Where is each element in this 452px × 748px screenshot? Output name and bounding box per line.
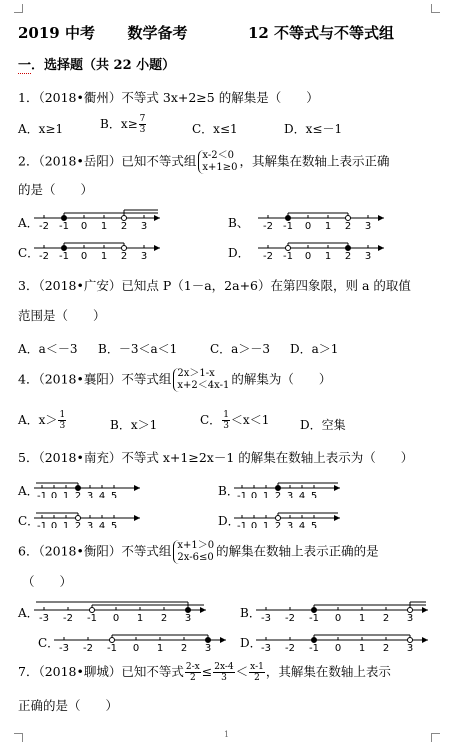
tick-label: 2 [120,221,128,232]
q2-number-line-a [34,200,164,232]
question-3: 3．（2018•广安）已知点 P（1－a，2a+6）在第四象限，则 a 的取值 [18,278,411,293]
question-2-cont: 的是（ ） [18,182,94,197]
tick-label: 1 [62,491,70,498]
tick-label: 1 [358,643,366,654]
q2-number-line-c [34,230,164,262]
tick-label: 0 [250,521,258,528]
q5-label-a: A． [18,484,39,498]
tick-label: 0 [80,251,88,262]
solid-point [276,486,281,491]
question-7-cont: 正确的是（ ） [18,698,119,713]
q6-label-a: A． [18,606,39,620]
tick-label: 0 [50,491,58,498]
tick-label: -1 [37,491,47,498]
tick-label: 5 [310,521,318,528]
tick-label: -2 [63,613,73,624]
title-topic: 12 不等式与不等式组 [247,24,395,42]
tick-label: -1 [87,613,97,624]
tick-label: 5 [110,491,118,498]
tick-label: 2 [120,251,128,262]
q4-option-b: B．x＞1 [110,418,158,432]
tick-label: 1 [156,643,164,654]
question-6-cont: （ ） [22,574,73,589]
q6-number-line-b [256,592,431,624]
q6-label-c: C． [38,636,60,650]
tick-label: -1 [309,613,319,624]
crop-mark-top-left [14,4,23,13]
solid-point [186,608,191,613]
tick-label: -2 [83,643,93,654]
tick-label: -2 [39,221,49,232]
tick-label: 0 [304,221,312,232]
q5-label-c: C． [18,514,40,528]
question-1: 1．（2018•衢州）不等式 3x+2≥5 的解集是（ ） [18,90,319,105]
tick-label: 1 [324,251,332,262]
q5-label-d: D． [218,514,240,528]
question-7: 7．（2018•聊城）已知不等式 $\frac{2-x}{2}$ ≤ $\frac{2x-4}{3}$ ＜ $\frac{x-1}{2}$ ，其解集在数轴上表示 [18,662,391,683]
tick-label: 2 [274,521,282,528]
q5-number-line-a [34,470,144,498]
q5-number-line-b [234,470,344,498]
axis-arrow [334,485,340,491]
q2-label-a: A． [18,216,39,230]
crop-mark-bottom-right [431,733,440,742]
section-title: ．选择题（共 22 小题） [31,58,176,73]
q2-label-d: D． [228,246,250,260]
q3-option-d: D．a＞1 [290,342,339,356]
tick-label: 2 [382,613,390,624]
tick-label: -3 [261,613,271,624]
open-point [408,638,413,643]
axis-arrow [154,245,160,251]
q6-number-line-a [34,592,209,624]
q2-inequality-system: x-2＜0 x+1≥0 [198,150,237,174]
tick-label: 2 [344,221,352,232]
question-3-cont: 范围是（ ） [18,308,106,323]
axis-arrow [422,637,428,643]
q1-option-a: A．x≥1 [18,122,64,136]
tick-label: -1 [37,521,47,528]
tick-label: -2 [285,613,295,624]
tick-label: 3 [364,221,372,232]
tick-label: 0 [304,251,312,262]
tick-label: 3 [140,221,148,232]
tick-label: -1 [59,221,69,232]
tick-label: 1 [100,251,108,262]
tick-label: -1 [283,251,293,262]
axis-arrow [154,215,160,221]
axis-arrow [378,215,384,221]
solid-point [76,486,81,491]
q2-label-b: B、 [228,216,249,230]
axis-arrow [220,637,226,643]
tick-label: 3 [204,643,212,654]
tick-label: 0 [132,643,140,654]
solid-point [312,638,317,643]
tick-label: 4 [98,521,106,528]
axis-arrow [200,607,206,613]
open-point [408,608,413,613]
tick-label: 0 [80,221,88,232]
tick-label: 2 [74,521,82,528]
tick-label: 1 [262,491,270,498]
solid-point [346,246,351,251]
tick-label: 3 [286,491,294,498]
tick-label: 2 [382,643,390,654]
tick-label: -2 [263,251,273,262]
tick-label: -2 [263,221,273,232]
title-year-exam: 2019 中考 [18,24,95,42]
tick-label: 2 [274,491,282,498]
tick-label: 3 [184,613,192,624]
tick-label: 4 [98,491,106,498]
question-5: 5．（2018•南充）不等式 x+1≥2x－1 的解集在数轴上表示为（ ） [18,450,414,465]
tick-label: 0 [334,643,342,654]
q6-number-line-d [256,622,431,654]
q1-option-b: B．x≥ $\frac{7}{3}$ [100,114,146,135]
solid-point [206,638,211,643]
q4-option-c: C． $\frac{1}{3}$ ＜x＜1 [200,410,270,431]
tick-label: -1 [107,643,117,654]
solid-point [62,216,67,221]
tick-label: -1 [309,643,319,654]
tick-label: 2 [344,251,352,262]
open-point [76,516,81,521]
tick-label: 3 [364,251,372,262]
q6-inequality-system: x+1＞0 2x-6≤0 [173,540,214,564]
tick-label: 3 [406,643,414,654]
axis-arrow [422,607,428,613]
q3-option-a: A．a＜－3 [18,342,78,356]
open-point [110,638,115,643]
tick-label: 1 [358,613,366,624]
q6-label-d: D． [240,636,262,650]
open-point [122,216,127,221]
axis-arrow [334,515,340,521]
open-point [276,516,281,521]
q5-number-line-d [234,500,344,528]
tick-label: -1 [59,251,69,262]
solid-point [312,608,317,613]
tick-label: -2 [285,643,295,654]
axis-arrow [378,245,384,251]
tick-label: 3 [86,521,94,528]
tick-label: 0 [112,613,120,624]
tick-label: 3 [286,521,294,528]
crop-mark-top-right [431,4,440,13]
q5-label-b: B． [218,484,239,498]
document-title [18,22,394,43]
open-point [286,246,291,251]
q5-number-line-c [34,500,144,528]
tick-label: 5 [310,491,318,498]
axis-arrow [134,515,140,521]
tick-label: 2 [180,643,188,654]
solid-point [286,216,291,221]
tick-label: 3 [140,251,148,262]
title-subject: 数学备考 [127,24,188,42]
tick-label: 0 [250,491,258,498]
tick-label: -1 [237,521,247,528]
q2-number-line-b [258,200,388,232]
section-heading [18,54,175,73]
tick-label: -1 [237,491,247,498]
tick-label: -3 [39,613,49,624]
tick-label: 0 [50,521,58,528]
q4-inequality-system: 2x＞1-x x+2＜4x-1 [173,368,229,392]
page-number: 1 [224,730,230,739]
axis-arrow [134,485,140,491]
q6-label-b: B． [240,606,261,620]
tick-label: 4 [298,491,306,498]
q4-option-a: A．x＞ $\frac{1}{3}$ [18,410,66,431]
crop-mark-bottom-left [14,733,23,742]
tick-label: 4 [298,521,306,528]
tick-label: 1 [62,521,70,528]
tick-label: 2 [160,613,168,624]
open-point [90,608,95,613]
tick-label: -3 [261,643,271,654]
question-6: 6．（2018•衡阳）不等式组 x+1＞0 2x-6≤0 的解集在数轴上表示正确的是 [18,540,379,563]
solid-point [62,246,67,251]
tick-label: 3 [86,491,94,498]
tick-label: 5 [110,521,118,528]
q2-label-c: C． [18,246,40,260]
q1-option-c: C．x≤1 [192,122,238,136]
tick-label: 1 [262,521,270,528]
q3-option-b: B．－3＜a＜1 [98,342,178,356]
q3-option-c: C．a＞－3 [210,342,270,356]
q6-number-line-c [54,622,229,654]
q1-option-d: D．x≤－1 [284,122,343,136]
tick-label: -3 [59,643,69,654]
tick-label: 0 [334,613,342,624]
q4-option-d: D．空集 [300,418,346,432]
tick-label: -1 [283,221,293,232]
tick-label: 1 [100,221,108,232]
tick-label: 1 [324,221,332,232]
question-4: 4．（2018•襄阳）不等式组 2x＞1-x x+2＜4x-1 的解集为（ ） [18,368,332,391]
q2-number-line-d [258,230,388,262]
open-point [122,246,127,251]
tick-label: -2 [39,251,49,262]
tick-label: 1 [136,613,144,624]
tick-label: 2 [74,491,82,498]
question-2: 2．（2018•岳阳）已知不等式组 x-2＜0 x+1≥0 ，其解集在数轴上表示正确 [18,150,390,173]
tick-label: 3 [406,613,414,624]
open-point [346,216,351,221]
section-index: 一 [18,58,32,73]
